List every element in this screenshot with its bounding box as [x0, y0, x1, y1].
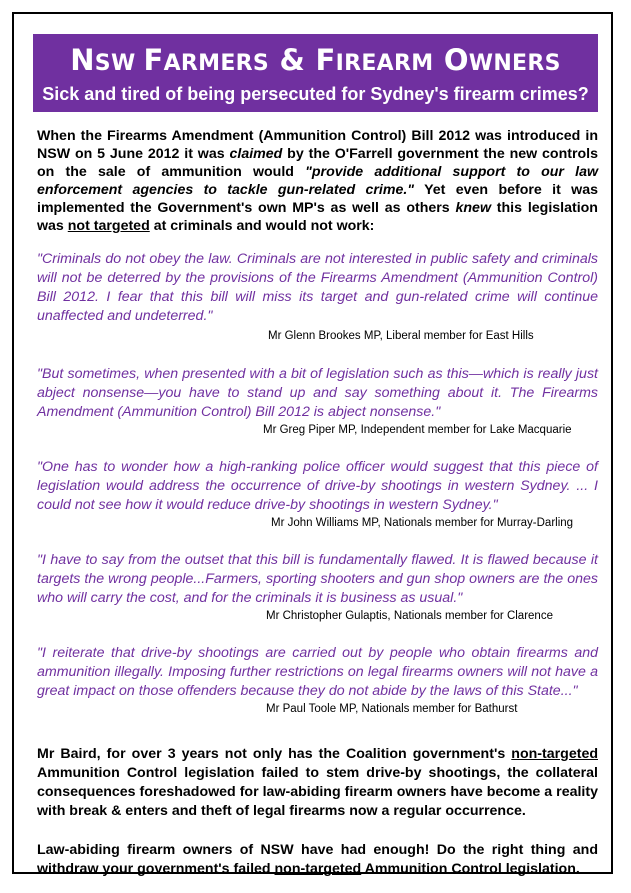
quote-attribution: Mr Paul Toole MP, Nationals member for Bathurst — [266, 703, 518, 715]
document-body — [37, 127, 598, 879]
closing-paragraph: Mr Baird, for over 3 years not only has the Coalition government's non-targeted Ammunition Control legislation failed to stem drive-by shootings, the collateral consequences foreshadowed for law-abiding firearm owners have become a reality with break & enters and theft of legal firearms now a regular occurrence. — [37, 746, 598, 819]
page-title: NSW FARMERS & FIREARM OWNERS — [70, 43, 561, 77]
quote-text: "I reiterate that drive-by shootings are carried out by people who obtain firearms and ammunition illegally. Imposing further restrictions on legal firearms owners will not have a great impact on those offenders because they do not abide by the laws of this State..." — [37, 645, 598, 699]
quote-text: "One has to wonder how a high-ranking police officer would suggest that this piece of legislation would address the occurrence of drive-by shootings in western Sydney. ... I could not see how it would reduce drive-by shootings in western Sydney." — [37, 459, 598, 513]
quote-text: "But sometimes, when presented with a bit of legislation such as this—which is really just abject nonsense—you have to stand up and say something about it. The Firearms Amendment (Ammunition Control) Bill 2012 is abject nonsense." — [37, 366, 598, 420]
quote-attribution: Mr John Williams MP, Nationals member for Murray-Darling — [271, 517, 574, 529]
quote-attribution: Mr Greg Piper MP, Independent member for Lake Macquarie — [263, 424, 572, 436]
intro-paragraph: When the Firearms Amendment (Ammunition Control) Bill 2012 was introduced in NSW on 5 June 2012 it was claimed by the O'Farrell government the new controls on the sale of ammunition would "provide additional support to our law enforcement agencies to tackle gun-related crime." Yet even before it was implemented the Government's own MP's as well as others knew this legislation was not targeted at criminals and would not work: — [37, 128, 599, 234]
page-subtitle: Sick and tired of being persecuted for Sydney's firearm crimes? — [42, 84, 589, 104]
header-banner — [33, 34, 598, 112]
quote-attribution: Mr Christopher Gulaptis, Nationals member for Clarence — [266, 610, 553, 622]
call-to-action-paragraph: Law-abiding firearm owners of NSW have had enough! Do the right thing and withdraw your government's failed non-targeted Ammunition Control legislation. — [37, 842, 598, 877]
quote-text: "I have to say from the outset that this bill is fundamentally flawed. It is flawed because it targets the wrong people...Farmers, sporting shooters and gun shop owners are the ones who will carry the cost, and for the criminals it is business as usual." — [37, 552, 598, 606]
quote-text: "Criminals do not obey the law. Criminals are not interested in public safety and criminals will not be deterred by the provisions of the Firearms Amendment (Ammunition Control) Bill 2012. I fear that this bill will miss its target and gun-related crime will continue unaffected and undeterred." — [37, 251, 598, 324]
quote-attribution: Mr Glenn Brookes MP, Liberal member for East Hills — [268, 330, 534, 342]
